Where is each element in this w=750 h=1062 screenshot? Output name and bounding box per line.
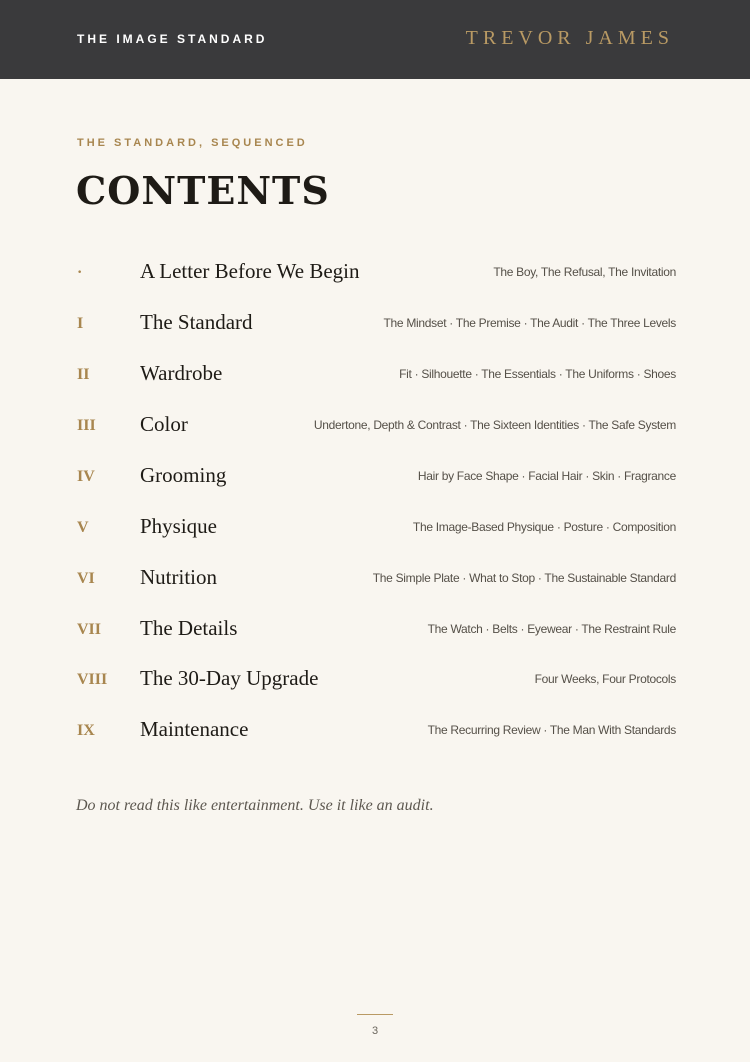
toc-row[interactable] <box>76 611 676 651</box>
page-number: 3 <box>371 1025 379 1037</box>
toc-chapter-number: I <box>77 315 84 332</box>
toc-row[interactable] <box>76 254 676 294</box>
toc-chapter-topics: Hair by Face Shape · Facial Hair · Skin · Fragrance <box>417 469 676 483</box>
toc-row[interactable] <box>76 356 676 396</box>
toc-row[interactable] <box>76 407 676 447</box>
closing-note: Do not read this like entertainment. Use it like an audit. <box>76 797 434 814</box>
toc-row[interactable] <box>76 305 676 345</box>
toc-chapter-title: Wardrobe <box>140 361 223 385</box>
toc-chapter-number: IV <box>77 468 95 485</box>
toc-row[interactable] <box>76 509 676 549</box>
section-eyebrow: THE STANDARD, SEQUENCED <box>77 137 308 149</box>
toc-row[interactable] <box>76 712 676 752</box>
toc-chapter-title: The Details <box>140 616 238 640</box>
toc-chapter-title: A Letter Before We Begin <box>140 259 360 283</box>
header-publication-title: THE IMAGE STANDARD <box>77 32 268 46</box>
page-title: CONTENTS <box>76 168 330 213</box>
toc-chapter-number: VIII <box>77 671 108 688</box>
toc-chapter-topics: Fit · Silhouette · The Essentials · The Uniforms · Shoes <box>399 367 676 381</box>
toc-chapter-topics: The Recurring Review · The Man With Standards <box>427 723 676 737</box>
toc-chapter-number: VI <box>77 570 95 587</box>
toc-chapter-title: Nutrition <box>140 565 217 589</box>
toc-chapter-topics: The Watch · Belts · Eyewear · The Restraint Rule <box>427 622 676 636</box>
toc-chapter-number: III <box>77 417 96 434</box>
footer-divider <box>357 1014 393 1015</box>
toc-chapter-title: Physique <box>140 514 218 538</box>
toc-chapter-topics: The Boy, The Refusal, The Invitation <box>493 265 676 279</box>
toc-chapter-topics: Undertone, Depth & Contrast · The Sixteen Identities · The Safe System <box>313 418 676 432</box>
toc-chapter-title: Maintenance <box>140 717 249 741</box>
toc-chapter-number: IX <box>77 722 95 739</box>
toc-row[interactable] <box>76 458 676 498</box>
toc-chapter-topics: Four Weeks, Four Protocols <box>534 672 676 686</box>
toc-chapter-number: V <box>77 519 89 536</box>
toc-chapter-topics: The Mindset · The Premise · The Audit · The Three Levels <box>383 316 676 330</box>
toc-chapter-title: The Standard <box>140 310 253 334</box>
header-author-brand: TREVOR JAMES <box>465 27 674 49</box>
toc-row[interactable] <box>76 661 676 701</box>
toc-chapter-title: The 30-Day Upgrade <box>140 666 319 690</box>
toc-chapter-number: VII <box>77 621 102 638</box>
header-bar <box>0 0 750 79</box>
toc-chapter-number: · <box>77 264 83 281</box>
toc-chapter-title: Grooming <box>140 463 227 487</box>
toc-chapter-number: II <box>77 366 90 383</box>
toc-chapter-topics: The Simple Plate · What to Stop · The Sustainable Standard <box>372 571 676 585</box>
toc-row[interactable] <box>76 560 676 600</box>
toc-chapter-title: Color <box>140 412 188 436</box>
toc-chapter-topics: The Image-Based Physique · Posture · Composition <box>412 520 676 534</box>
